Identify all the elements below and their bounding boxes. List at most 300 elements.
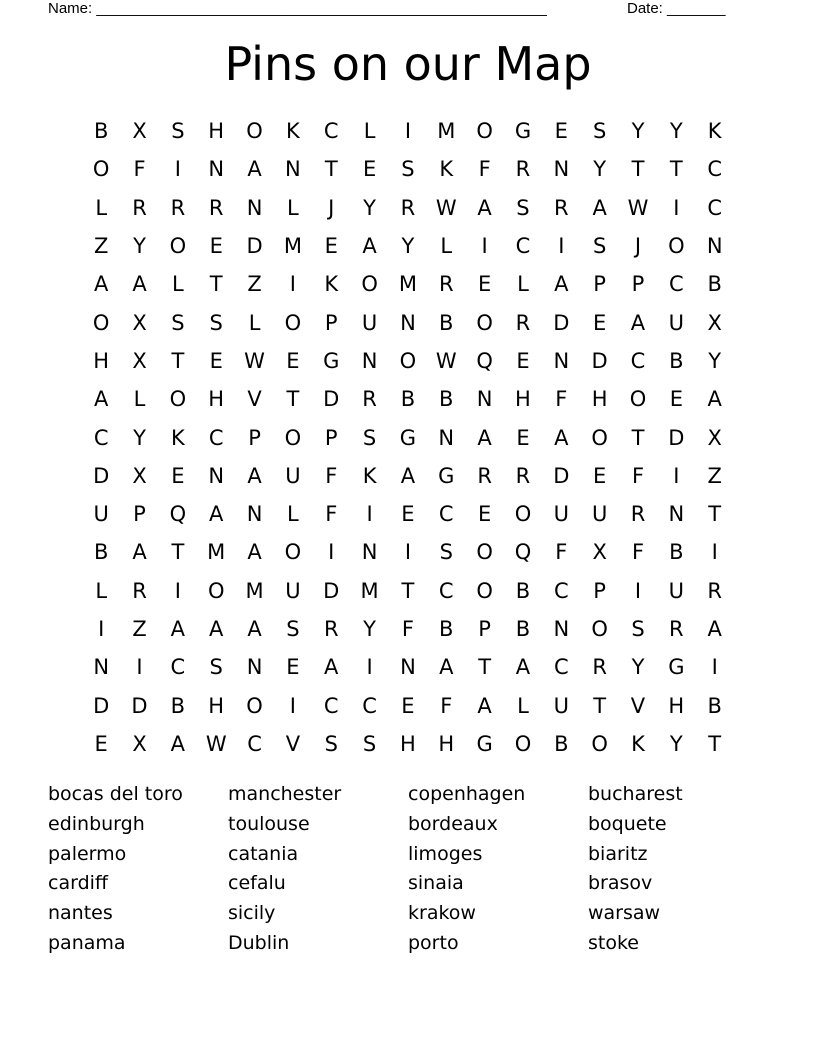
grid-letter: C [707,157,722,182]
grid-letter: P [324,310,338,335]
grid-letter: D [323,387,340,412]
grid-letter: T [401,578,415,603]
grid-letter: S [362,425,377,450]
grid-letter: F [631,540,645,565]
grid-letter: Z [93,234,109,259]
word-list-item: sinaia [408,872,464,895]
grid-letter: A [93,387,109,412]
word-list-item: warsaw [588,902,661,925]
grid-row [82,342,734,380]
grid-letter: C [362,693,377,718]
grid-letter: K [631,731,645,756]
word-list-item: limoges [408,842,483,865]
word-list-item: panama [48,931,126,954]
grid-letter: O [476,578,493,603]
grid-letter: R [630,502,646,527]
grid-letter: J [634,234,642,259]
grid-letter: D [591,348,608,373]
grid-letter: T [669,157,683,182]
grid-letter: A [707,617,722,641]
grid-letter: T [593,693,607,718]
grid-row [82,648,734,686]
grid-letter: K [286,119,300,144]
grid-letter: Z [247,272,262,297]
grid-letter: O [246,693,263,718]
grid-letter: I [711,655,718,680]
grid-letter: A [93,272,109,297]
grid-letter: G [476,731,493,756]
grid-row [82,265,734,303]
grid-letter: L [95,195,108,220]
grid-letter: R [170,195,186,220]
grid-letter: G [438,463,455,488]
grid-letter: R [400,195,416,220]
grid-letter: S [171,310,185,335]
word-list-item: porto [408,931,459,954]
word-list-item: bordeaux [408,812,498,835]
grid-letter: C [630,348,646,373]
grid-letter: C [323,693,339,718]
grid-letter: U [285,578,301,603]
grid-row [82,189,734,227]
grid-letter: G [668,655,685,680]
grid-row [82,418,734,456]
grid-letter: B [707,272,722,297]
grid-letter: D [323,578,340,603]
grid-letter: U [668,578,685,603]
grid-letter: D [553,463,570,488]
grid-letter: A [477,425,492,450]
grid-letter: M [283,234,302,259]
grid-row [82,495,734,533]
grid-letter: Y [669,731,683,756]
grid-letter: F [401,617,414,641]
grid-letter: B [554,731,569,756]
grid-letter: N [246,195,263,220]
word-list-item: krakow [408,902,476,925]
grid-letter: B [439,387,454,412]
grid-letter: L [248,310,261,335]
grid-letter: O [514,731,532,756]
grid-letter: L [287,195,299,220]
grid-letter: D [553,310,570,335]
grid-letter: U [285,463,301,488]
grid-letter: Y [363,617,376,641]
grid-letter: O [476,540,493,565]
grid-letter: E [324,234,338,259]
grid-row [82,572,734,610]
grid-letter: B [170,693,186,718]
grid-letter: Y [401,234,415,259]
grid-letter: H [208,387,225,412]
grid-letter: D [93,693,110,718]
grid-letter: E [516,425,530,450]
grid-letter: H [400,731,416,756]
grid-row [82,686,734,724]
grid-letter: M [245,578,264,603]
grid-letter: E [516,348,530,373]
grid-letter: O [92,310,110,335]
grid-letter: P [248,425,261,450]
word-list-item: palermo [48,842,127,865]
grid-letter: A [439,655,454,680]
grid-letter: H [668,693,685,718]
grid-letter: V [630,693,646,718]
word-list-item: biaritz [588,842,648,865]
grid-letter: R [362,387,377,412]
word-list-item: edinburgh [48,812,145,835]
grid-letter: T [708,502,722,527]
grid-letter: Z [707,463,722,488]
grid-letter: A [247,540,262,565]
grid-letter: S [362,731,377,756]
grid-letter: G [399,425,417,450]
grid-letter: A [362,234,377,259]
grid-letter: Z [132,617,147,641]
grid-letter: O [399,348,417,373]
grid-letter: H [208,119,225,144]
grid-letter: Q [514,540,532,565]
grid-letter: N [208,157,225,182]
grid-letter: R [477,463,492,488]
grid-letter: B [669,540,684,565]
grid-letter: X [132,119,147,144]
grid-letter: I [404,119,412,144]
grid-letter: N [208,463,225,488]
grid-letter: N [553,157,570,182]
word-list-item: manchester [228,783,342,805]
grid-letter: Y [669,119,683,144]
grid-letter: N [246,502,263,527]
grid-letter: H [591,387,608,412]
grid-letter: K [362,463,377,488]
grid-letter: I [289,272,296,297]
grid-row [82,725,734,763]
page-title: Pins on our Map [224,37,592,91]
grid-letter: A [477,195,492,220]
grid-letter: S [286,617,300,641]
grid-letter: I [404,540,412,565]
grid-letter: O [476,119,493,144]
grid-letter: L [172,272,184,297]
grid-letter: N [400,655,416,680]
grid-letter: J [328,195,335,220]
grid-letter: X [132,463,147,488]
word-list-item: nantes [48,902,113,925]
grid-letter: O [284,540,302,565]
grid-letter: B [93,540,109,565]
grid-letter: M [207,540,226,565]
grid-letter: A [324,655,339,680]
grid-letter: A [554,425,569,450]
grid-letter: K [324,272,339,297]
grid-letter: O [591,425,608,450]
grid-letter: C [170,655,186,680]
grid-row [82,380,734,418]
grid-row [82,150,734,188]
grid-row [82,227,734,265]
grid-letter: R [592,655,607,680]
word-list-item: sicily [228,902,276,925]
grid-letter: B [439,617,454,641]
grid-letter: Y [363,195,376,220]
grid-letter: N [285,157,301,182]
grid-letter: B [93,119,109,144]
grid-letter: E [209,234,223,259]
grid-letter: E [593,463,607,488]
grid-letter: N [361,540,378,565]
grid-letter: S [592,234,607,259]
grid-letter: S [631,617,645,641]
grid-letter: Q [169,502,187,527]
grid-letter: N [706,234,723,259]
grid-letter: R [707,578,722,603]
grid-letter: M [360,578,379,603]
grid-letter: T [478,655,492,680]
grid-letter: E [94,731,108,756]
grid-letter: I [174,578,181,603]
grid-letter: N [93,655,110,680]
word-list-item: catania [228,842,299,865]
grid-letter: F [325,463,338,488]
grid-letter: S [401,157,415,182]
grid-letter: C [707,195,722,220]
grid-letter: O [169,387,187,412]
grid-letter: N [246,655,263,680]
grid-letter: M [398,272,417,297]
grid-letter: O [169,234,187,259]
grid-letter: I [174,157,181,182]
date-field-label: Date: _______ [627,0,726,17]
grid-letter: A [515,655,531,680]
grid-letter: A [170,617,186,641]
grid-letter: N [553,617,570,641]
grid-letter: R [132,578,147,603]
grid-letter: B [515,578,531,603]
word-list-item: bucharest [588,783,683,805]
grid-letter: L [517,272,529,297]
grid-letter: O [591,731,608,756]
grid-letter: A [630,310,646,335]
grid-letter: R [132,195,147,220]
grid-letter: X [132,348,147,373]
grid-letter: S [439,540,453,565]
grid-letter: E [362,157,377,182]
grid-letter: P [478,617,491,641]
grid-letter: K [439,157,454,182]
grid-letter: Y [133,425,146,450]
grid-letter: E [401,502,415,527]
grid-row [82,610,734,648]
grid-letter: X [132,310,147,335]
grid-letter: O [246,119,263,144]
grid-letter: T [631,157,645,182]
grid-letter: N [476,387,493,412]
word-list-item: cefalu [228,872,286,895]
grid-letter: I [481,234,488,259]
grid-letter: U [591,502,608,527]
word-list-item: stoke [588,931,639,954]
grid-letter: T [631,425,645,450]
grid-letter: B [439,310,454,335]
grid-letter: H [93,348,110,373]
grid-letter: U [668,310,685,335]
grid-letter: I [634,578,642,603]
grid-letter: U [553,693,569,718]
grid-letter: P [593,578,606,603]
grid-letter: A [707,387,722,412]
word-list-item: copenhagen [408,783,526,805]
grid-letter: T [324,157,338,182]
grid-letter: U [553,502,569,527]
grid-letter: N [361,348,378,373]
grid-letter: P [324,425,338,450]
grid-letter: X [707,425,722,450]
grid-letter: L [287,502,299,527]
grid-letter: R [515,157,531,182]
grid-letter: Y [631,119,645,144]
grid-letter: E [669,387,683,412]
grid-letter: T [708,731,722,756]
grid-letter: F [325,502,338,527]
grid-letter: U [93,502,109,527]
grid-letter: B [669,348,684,373]
grid-letter: F [440,693,453,718]
grid-letter: P [631,272,645,297]
grid-letter: I [289,693,296,718]
grid-letter: C [93,425,109,450]
grid-letter: D [246,234,263,259]
grid-letter: O [514,502,532,527]
grid-letter: X [132,731,147,756]
grid-letter: E [593,310,607,335]
grid-letter: E [286,655,300,680]
grid-row [82,112,734,150]
grid-letter: S [592,119,607,144]
grid-letter: Y [133,234,146,259]
grid-letter: C [208,425,224,450]
grid-letter: T [171,540,185,565]
grid-letter: I [366,502,373,527]
grid-letter: F [133,157,146,182]
grid-letter: I [711,540,718,565]
grid-letter: R [438,272,454,297]
grid-letter: W [435,195,457,220]
grid-letter: O [284,425,302,450]
grid-letter: Y [708,348,722,373]
grid-letter: F [555,387,568,412]
word-list-item: toulouse [228,812,310,835]
grid-letter: U [361,310,378,335]
grid-letter: T [286,387,300,412]
grid-letter: F [478,157,491,182]
name-field-label: Name: ______________________________________________________ [48,0,547,17]
grid-letter: F [631,463,645,488]
grid-letter: R [515,463,531,488]
grid-letter: O [591,617,608,641]
grid-letter: O [629,387,647,412]
grid-letter: C [553,655,569,680]
grid-letter: H [515,387,531,412]
grid-letter: O [476,310,493,335]
grid-letter: E [401,693,415,718]
grid-letter: A [209,502,224,527]
grid-letter: A [247,463,262,488]
grid-letter: E [286,348,300,373]
grid-letter: W [244,348,265,373]
word-list-item: boquete [588,812,667,835]
grid-letter: Y [631,655,645,680]
grid-letter: K [707,119,722,144]
grid-letter: W [205,731,227,756]
grid-letter: C [323,119,339,144]
grid-letter: O [668,234,685,259]
grid-letter: N [438,425,455,450]
grid-letter: N [668,502,685,527]
grid-letter: K [170,425,185,450]
grid-letter: A [132,272,147,297]
grid-letter: S [516,195,530,220]
grid-letter: R [669,617,684,641]
grid-letter: A [170,731,186,756]
grid-letter: R [554,195,569,220]
grid-letter: B [707,693,722,718]
grid-letter: L [95,578,108,603]
grid-row [82,533,734,571]
grid-letter: W [435,348,457,373]
grid-letter: S [171,119,185,144]
grid-letter: B [515,617,531,641]
grid-letter: I [136,655,143,680]
grid-letter: O [361,272,378,297]
grid-letter: D [131,693,148,718]
grid-letter: A [592,195,607,220]
grid-letter: D [93,463,110,488]
grid-letter: I [366,655,373,680]
grid-letter: W [627,195,649,220]
word-list [48,781,768,960]
word-list-item: bocas del toro [48,783,183,805]
grid-letter: F [555,540,568,565]
grid-letter: O [92,157,110,182]
grid-letter: L [133,387,146,412]
grid-letter: E [477,272,492,297]
grid-letter: C [247,731,262,756]
grid-letter: A [209,617,224,641]
grid-letter: V [285,731,301,756]
grid-letter: A [400,463,416,488]
grid-letter: L [440,234,453,259]
grid-letter: A [247,617,262,641]
grid-letter: L [517,693,529,718]
grid-letter: T [171,348,185,373]
grid-letter: I [673,195,680,220]
word-list-item: brasov [588,872,653,895]
grid-letter: T [209,272,223,297]
grid-letter: I [558,234,565,259]
grid-letter: E [171,463,185,488]
grid-letter: C [438,578,454,603]
grid-letter: D [668,425,685,450]
letter-grid [82,112,734,763]
grid-letter: L [363,119,376,144]
grid-letter: E [554,119,568,144]
grid-letter: E [477,502,492,527]
grid-letter: A [132,540,147,565]
grid-letter: Q [476,348,493,373]
grid-letter: G [514,119,532,144]
grid-letter: O [207,578,225,603]
